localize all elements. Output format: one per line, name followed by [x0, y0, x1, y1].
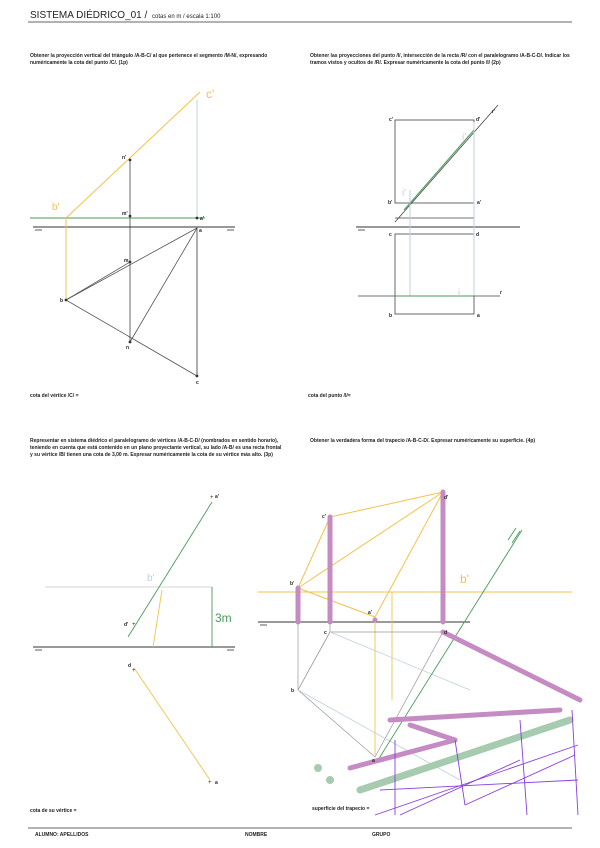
handwritten-i-prime-2: i'	[402, 188, 407, 199]
line-d-a-horizontal	[134, 668, 210, 780]
sheet-header: SISTEMA DIÉDRICO_01 / cotas en m / escala 1:100	[30, 10, 221, 21]
perpendicular-3	[572, 710, 578, 815]
label-c-prime: c'	[389, 117, 393, 123]
label-b-prime: b'	[388, 200, 393, 206]
marker-a: +	[208, 780, 212, 786]
label-b: b	[60, 298, 64, 304]
label-a-prime: a'	[200, 216, 204, 222]
parallelogram-horizontal-projection	[395, 234, 474, 314]
handwritten-b-prime-2: b'	[460, 572, 469, 586]
label-d-prime: d'	[124, 622, 129, 628]
label-m-prime: m'	[122, 211, 128, 217]
triangle-horizontal-projection	[66, 228, 197, 376]
true-shape-side-4	[410, 725, 455, 740]
footer-name: NOMBRE	[245, 832, 268, 838]
rotation-line-4	[465, 755, 575, 805]
label-b: b	[291, 688, 295, 694]
label-c: c	[389, 232, 392, 238]
plane-trace-vertical	[128, 502, 212, 637]
exercise-1-drawing	[30, 87, 235, 386]
footer-student: ALUMNO: APELLIDOS	[35, 832, 89, 838]
handwritten-c-prime: c'	[206, 87, 215, 101]
label-n-prime: n'	[122, 155, 127, 161]
handwritten-i: i	[458, 288, 461, 299]
true-shape-side-1	[443, 632, 580, 700]
side-c-d-vertical	[330, 492, 443, 517]
exercise-2-drawing	[356, 105, 520, 319]
point-a-prime-highlight	[373, 618, 378, 623]
label-a: a	[477, 313, 480, 319]
exercise-1-answer-label: cota del vértice /C/ =	[30, 393, 79, 399]
trace-dot	[326, 776, 334, 784]
label-c-prime: c'	[322, 514, 326, 520]
label-b-prime: b'	[290, 581, 295, 587]
point-m-prime	[129, 215, 132, 218]
dimension-3m: 3m	[215, 611, 232, 625]
label-r-prime: r'	[492, 109, 496, 115]
marker-d-prime: +	[132, 622, 136, 628]
label-m: m	[124, 258, 129, 264]
exercise-3-statement: Representar en sistema diédrico el paralelogramo de vértices /A-B-C-D/ (nombrados en sentido horario), teniendo en cuenta que está contenido en un plano proyectante vertical, su lado /A-B/ es una recta frontal y su vértice /B/ tienen una cota de 3,00 m. Expresar numéricamente la cota de su vértice más alto. (3p)	[30, 438, 282, 458]
projection-line-1	[330, 632, 470, 690]
folding-axis	[378, 530, 522, 760]
point-b	[65, 299, 68, 302]
handwritten-b-prime: b'	[147, 573, 155, 584]
rotation-line-2	[380, 780, 578, 790]
point-a-prime	[196, 217, 199, 220]
exercise-2-statement: Obtener las proyecciones del punto /I/, intersección de la recta /R/ con el paralelogramo /A-B-C-D/. Indicar los tramos vistos y ocultos de /R/. Expresar numéricamente la cota del punto /I/ (2p)	[310, 53, 570, 66]
line-a-n	[130, 228, 197, 342]
label-c: c	[324, 630, 327, 636]
marker-a-prime: +	[210, 495, 214, 501]
label-n: n	[126, 345, 130, 351]
trace-dot	[314, 764, 322, 772]
line-b-m	[66, 262, 130, 300]
label-c: c	[196, 380, 199, 386]
label-r: r	[500, 290, 502, 296]
reference-line-b	[153, 590, 162, 647]
footer-group: GRUPO	[372, 832, 391, 838]
label-d: d	[476, 232, 480, 238]
exercise-4-drawing	[258, 492, 580, 815]
exercise-2-answer-label: cota del punto /I/=	[308, 393, 351, 399]
perpendicular-1	[455, 740, 465, 805]
label-a-prime: a'	[477, 200, 481, 206]
exercise-4-statement: Obtener la verdadera forma del trapecio /A-B-C-D/. Expresar numéricamente su superficie. (4p)	[310, 438, 536, 444]
point-c	[196, 375, 199, 378]
label-a: a	[372, 758, 375, 764]
exercise-3-drawing	[33, 494, 235, 786]
label-b: b	[389, 313, 393, 319]
point-m	[129, 261, 132, 264]
point-n	[129, 341, 132, 344]
exercise-3-answer-label: cota de su vértice =	[30, 808, 77, 814]
true-shape-side-2	[390, 710, 560, 720]
marker-d: +	[132, 668, 136, 674]
label-d-prime: d'	[444, 495, 449, 501]
label-d: d	[444, 630, 448, 636]
exercise-1-statement: Obtener la proyección vertical del triángulo /A-B-C/ al que pertenece el segmento /M-N/, expresando numéricamente la cota del punto /C/. (1p)	[30, 53, 268, 66]
handwritten-i-prime: i'	[462, 132, 467, 143]
sheet-title: SISTEMA DIÉDRICO_01	[30, 10, 142, 21]
line-b-c-vertical	[66, 92, 200, 218]
side-b-c-horizontal	[298, 632, 330, 690]
side-a-d-vertical	[375, 492, 443, 617]
handwritten-b-prime: b'	[52, 202, 60, 213]
label-a: a	[215, 780, 218, 786]
label-a-prime: a'	[215, 494, 219, 500]
label-a: a	[199, 228, 202, 234]
label-d-prime: d'	[476, 117, 481, 123]
exercise-4-answer-label: superficie del trapecio =	[312, 806, 370, 812]
label-d: d	[128, 663, 132, 669]
sheet-subtitle: cotas en m / escala 1:100	[152, 14, 221, 20]
label-a-prime: a'	[368, 610, 372, 616]
point-n-prime	[129, 159, 132, 162]
